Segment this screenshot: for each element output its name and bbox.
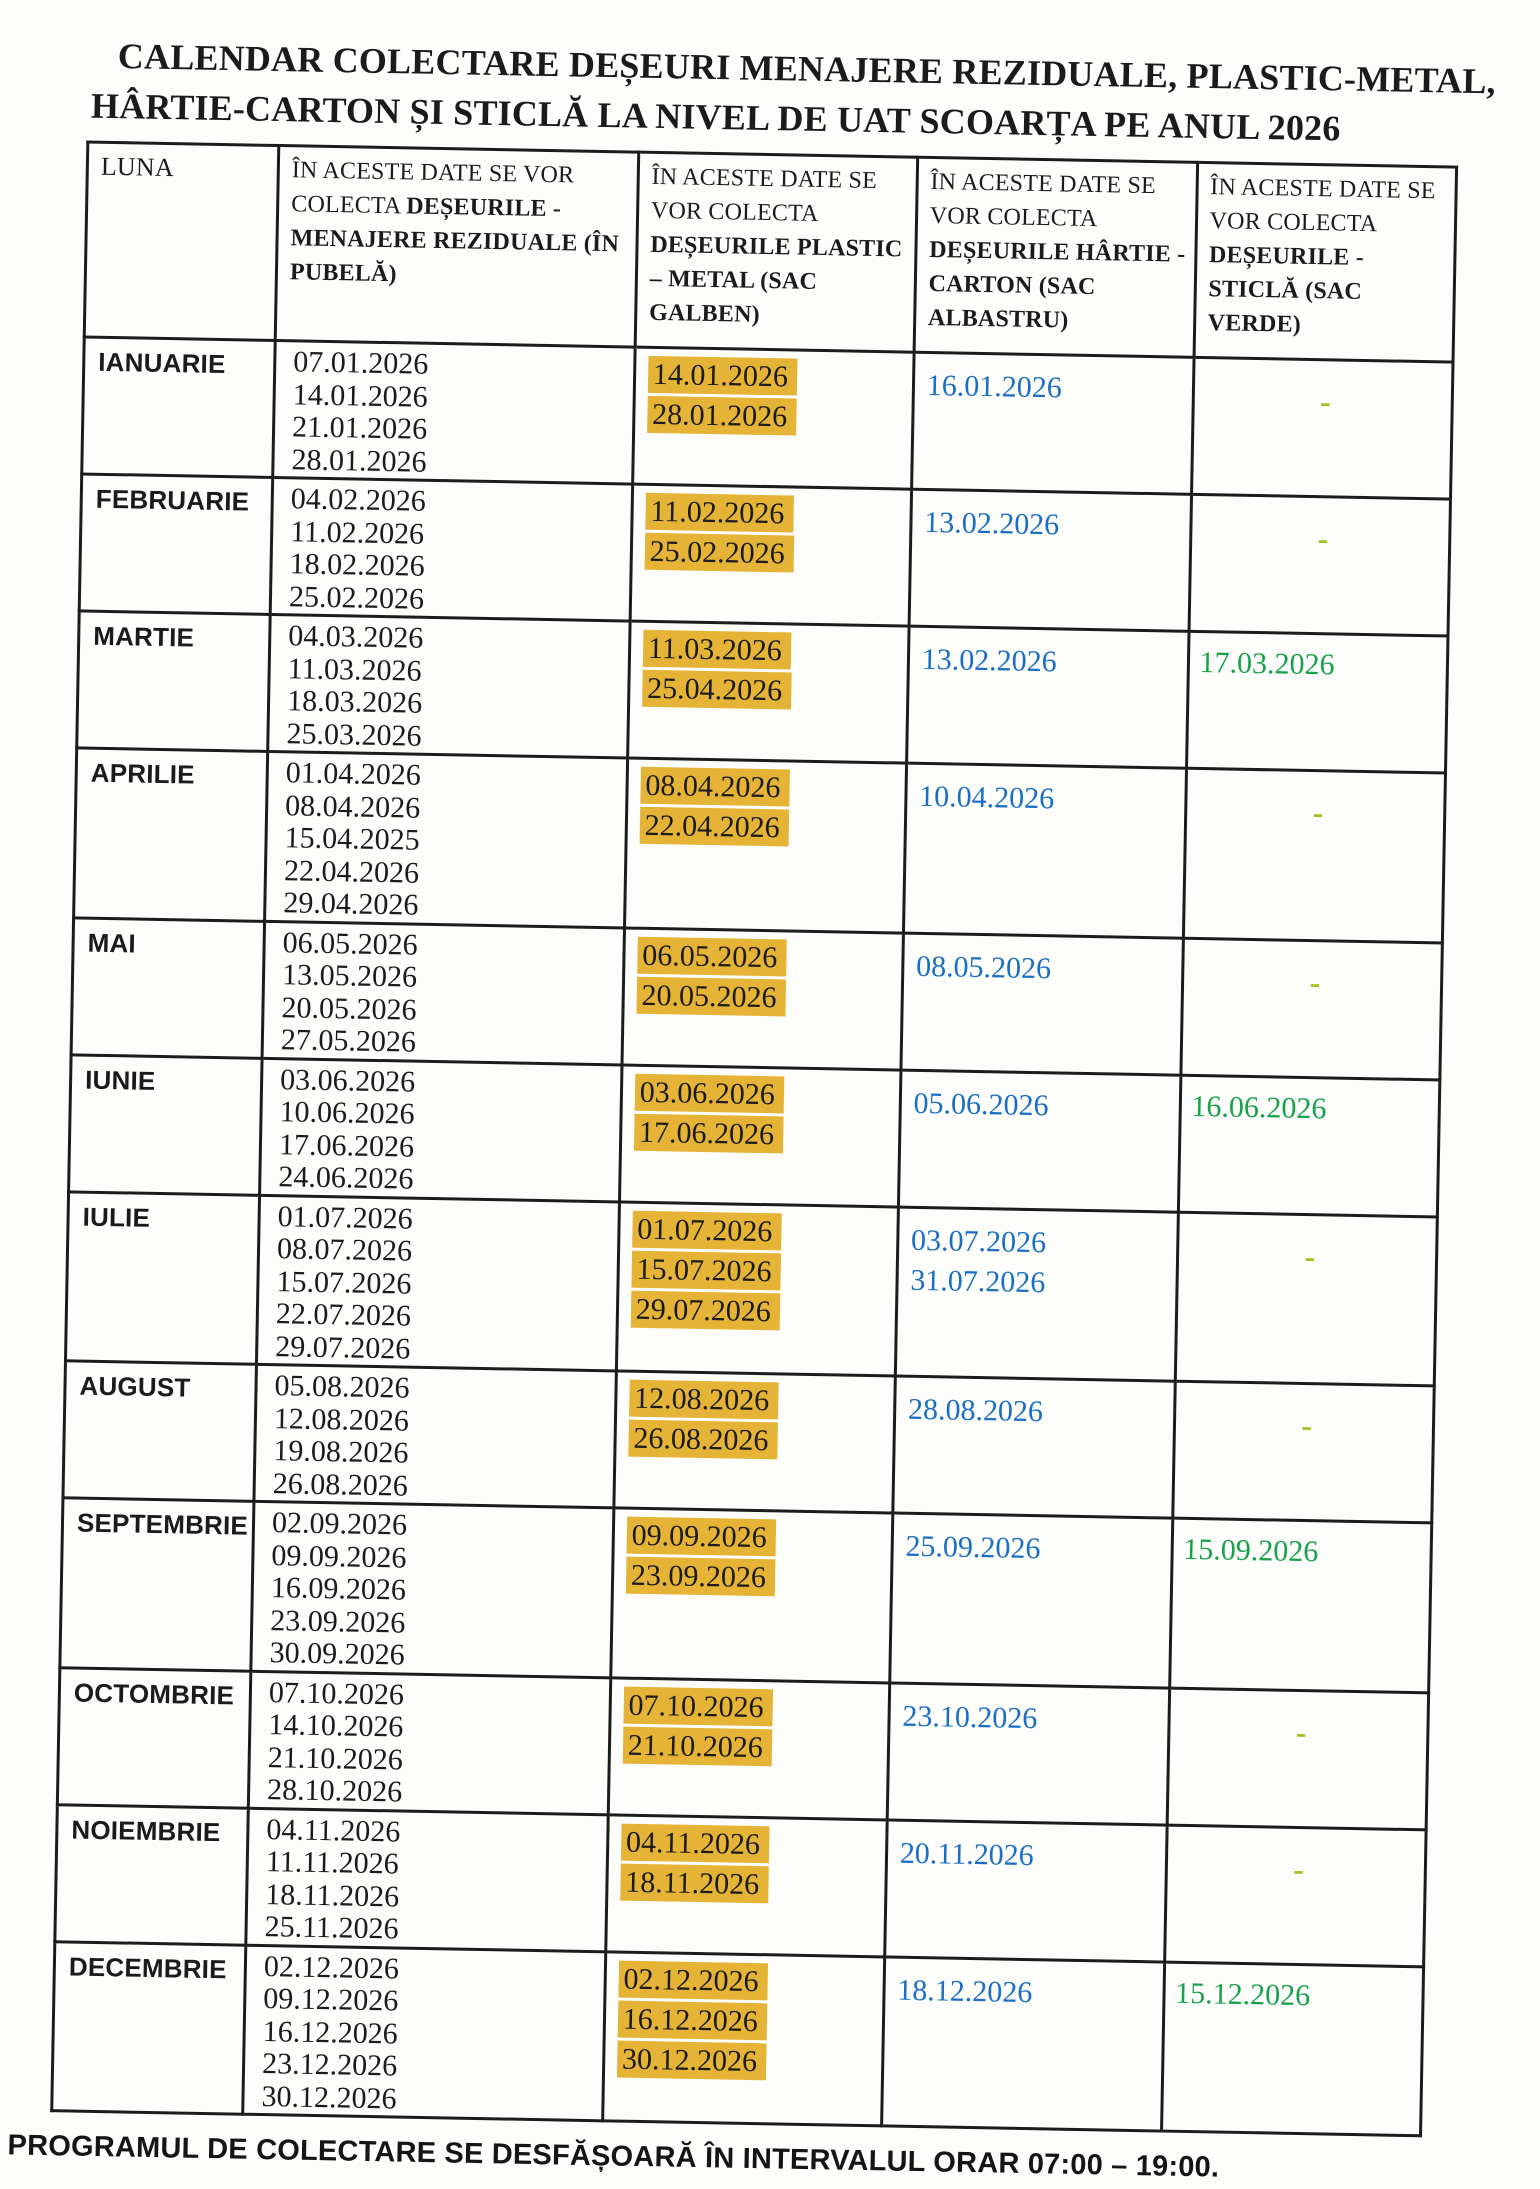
month-name: APRILIE — [74, 748, 268, 921]
scanned-document — [1, 30, 1497, 2189]
highlighted-dates: 02.12.2026 16.12.2026 30.12.2026 — [617, 1960, 768, 2080]
month-row-aprilie — [74, 748, 1446, 943]
no-collection-dash: - — [1304, 1237, 1316, 1274]
month-name: IUNIE — [69, 1054, 263, 1194]
document-title-line1: CALENDAR COLECTARE DEȘEURI MENAJERE REZIDUALE, PLASTIC-METAL, — [117, 36, 1497, 102]
highlighted-dates: 14.01.2026 28.01.2026 — [647, 356, 797, 436]
plastic-metal-dates — [630, 484, 911, 626]
glass-dates — [1183, 768, 1445, 942]
month-name: IANUARIE — [82, 337, 276, 477]
glass-dates — [1189, 494, 1451, 636]
highlighted-dates: 11.03.2026 25.04.2026 — [642, 630, 792, 710]
month-name: NOIEMBRIE — [55, 1804, 249, 1944]
header-residual — [275, 146, 638, 348]
month-name: FEBRUARIE — [79, 474, 273, 614]
highlighted-dates: 11.02.2026 25.02.2026 — [644, 493, 794, 573]
glass-dates — [1167, 1688, 1429, 1830]
residual-dates: 07.10.2026 14.10.2026 21.10.2026 28.10.2026 — [248, 1671, 610, 1815]
no-collection-dash — [1199, 697, 1441, 701]
header-residual-bold: DEȘEURILE - MENAJERE REZIDUALE (ÎN PUBELĂ) — [289, 193, 620, 288]
no-collection-dash: - — [1295, 1713, 1307, 1750]
paper-carton-dates: 16.01.2026 — [911, 352, 1193, 494]
glass-dates — [1175, 1212, 1437, 1386]
plastic-metal-dates — [619, 1064, 900, 1206]
plastic-metal-dates — [608, 1677, 889, 1819]
plastic-metal-dates — [602, 1951, 884, 2126]
no-collection-dash: - — [1309, 963, 1321, 1000]
plastic-metal-dates — [606, 1814, 887, 1956]
plastic-metal-dates — [627, 621, 908, 763]
highlighted-dates: 04.11.2026 18.11.2026 — [620, 1823, 769, 1903]
paper-carton-dates: 28.08.2026 — [893, 1376, 1175, 1518]
month-row-octombrie — [57, 1667, 1428, 1829]
glass-dates — [1164, 1825, 1426, 1967]
residual-dates: 01.07.2026 08.07.2026 15.07.2026 22.07.2026 29.07.2026 — [256, 1195, 619, 1371]
month-name: DECEMBRIE — [52, 1941, 246, 2114]
header-month: LUNA — [84, 142, 279, 340]
no-collection-dash — [1183, 1584, 1425, 1588]
header-plastic-intro: ÎN ACESTE DATE SE VOR COLECTA — [650, 163, 878, 227]
residual-dates: 02.09.2026 09.09.2026 16.09.2026 23.09.2026 30.09.2026 — [251, 1501, 614, 1677]
month-row-iulie — [65, 1191, 1437, 1386]
no-collection-dash: - — [1319, 383, 1332, 420]
plastic-metal-dates — [611, 1508, 893, 1683]
plastic-metal-dates — [614, 1371, 895, 1513]
no-collection-dash: - — [1301, 1406, 1313, 1444]
glass-dates: 15.09.2026 — [1169, 1518, 1431, 1692]
header-glass-intro: ÎN ACESTE DATE SE VOR COLECTA — [1209, 174, 1436, 238]
collection-hours-note: PROGRAMUL DE COLECTARE SE DESFĂȘOARĂ ÎN INTERVALUL ORAR 07:00 – 19:00. — [7, 2129, 1220, 2184]
month-name: SEPTEMBRIE — [60, 1498, 254, 1671]
header-paper-carton — [914, 157, 1197, 357]
header-residual-intro: ÎN ACESTE DATE SE VOR COLECTA — [291, 157, 575, 220]
plastic-metal-dates — [622, 927, 903, 1069]
no-collection-dash: - — [1317, 520, 1329, 557]
no-collection-dash: - — [1293, 1850, 1305, 1887]
month-row-mai — [71, 917, 1442, 1079]
plastic-metal-dates — [624, 758, 906, 933]
header-row — [84, 142, 1456, 362]
header-glass — [1194, 162, 1457, 362]
highlighted-dates: 03.06.2026 17.06.2026 — [634, 1073, 784, 1153]
header-glass-bold: DEȘEURILE - STICLĂ (SAC VERDE) — [1207, 242, 1365, 338]
month-name: IULIE — [65, 1191, 259, 1364]
document-title-line2: HÂRTIE-CARTON ȘI STICLĂ LA NIVEL DE UAT SCOARȚA PE ANUL 2026 — [90, 85, 1341, 149]
residual-dates: 04.03.2026 11.03.2026 18.03.2026 25.03.2026 — [268, 614, 630, 758]
month-row-februarie — [79, 474, 1450, 636]
glass-dates — [1181, 938, 1443, 1080]
residual-dates: 06.05.2026 13.05.2026 20.05.2026 27.05.2026 — [262, 921, 624, 1065]
month-row-ianuarie — [82, 337, 1453, 499]
highlighted-dates: 08.04.2026 22.04.2026 — [639, 767, 789, 847]
paper-carton-dates: 13.02.2026 — [909, 489, 1191, 631]
paper-carton-dates: 23.10.2026 — [887, 1682, 1169, 1824]
glass-dates: 15.12.2026 — [1161, 1962, 1423, 2136]
residual-dates: 04.11.2026 11.11.2026 18.11.2026 25.11.2026 — [246, 1808, 608, 1952]
no-collection-dash — [1191, 1140, 1433, 1144]
month-row-august — [63, 1361, 1434, 1523]
paper-carton-dates: 18.12.2026 — [881, 1956, 1164, 2131]
month-name: MAI — [71, 917, 265, 1057]
paper-carton-dates: 03.07.2026 31.07.2026 — [895, 1207, 1178, 1382]
residual-dates: 05.08.2026 12.08.2026 19.08.2026 26.08.2026 — [254, 1364, 616, 1508]
glass-dates — [1172, 1381, 1434, 1523]
month-row-iunie — [69, 1054, 1440, 1216]
paper-carton-dates: 05.06.2026 — [898, 1070, 1180, 1212]
residual-dates: 01.04.2026 08.04.2026 15.04.2025 22.04.2026 29.04.2026 — [265, 751, 628, 927]
paper-carton-dates: 10.04.2026 — [903, 763, 1186, 938]
month-name: MARTIE — [77, 611, 271, 751]
header-paper-bold: DEȘEURILE HÂRTIE - CARTON (SAC ALBASTRU) — [927, 236, 1186, 334]
glass-dates: 17.03.2026 — [1186, 631, 1448, 773]
residual-dates: 07.01.2026 14.01.2026 21.01.2026 28.01.2026 — [273, 340, 635, 484]
glass-dates — [1191, 357, 1453, 499]
no-collection-dash — [1175, 2027, 1417, 2031]
residual-dates: 02.12.2026 09.12.2026 16.12.2026 23.12.2026 30.12.2026 — [243, 1945, 606, 2121]
glass-dates: 16.06.2026 — [1178, 1075, 1440, 1217]
month-row-martie — [77, 611, 1448, 773]
residual-dates: 03.06.2026 10.06.2026 17.06.2026 24.06.2026 — [260, 1058, 622, 1202]
highlighted-dates: 01.07.2026 15.07.2026 29.07.2026 — [630, 1210, 781, 1330]
document-title — [39, 30, 1497, 156]
paper-carton-dates: 20.11.2026 — [884, 1819, 1166, 1961]
header-paper-intro: ÎN ACESTE DATE SE VOR COLECTA — [929, 168, 1157, 233]
no-collection-dash: - — [1312, 794, 1324, 831]
highlighted-dates: 06.05.2026 20.05.2026 — [636, 936, 786, 1016]
highlighted-dates: 09.09.2026 23.09.2026 — [626, 1517, 776, 1597]
month-name: AUGUST — [63, 1361, 257, 1501]
month-name: OCTOMBRIE — [57, 1667, 251, 1807]
header-plastic-metal — [635, 152, 917, 352]
month-row-septembrie — [60, 1498, 1432, 1693]
highlighted-dates: 12.08.2026 26.08.2026 — [628, 1380, 778, 1460]
highlighted-dates: 07.10.2026 21.10.2026 — [622, 1686, 772, 1766]
header-plastic-bold: DEȘEURILE PLASTIC – METAL (SAC GALBEN) — [648, 231, 903, 328]
collection-calendar-table — [50, 140, 1458, 2137]
plastic-metal-dates — [616, 1201, 898, 1376]
plastic-metal-dates — [632, 347, 913, 489]
month-row-decembrie — [52, 1941, 1424, 2136]
paper-carton-dates: 25.09.2026 — [889, 1513, 1172, 1688]
month-row-noiembrie — [55, 1804, 1426, 1966]
paper-carton-dates: 13.02.2026 — [906, 626, 1188, 768]
residual-dates: 04.02.2026 11.02.2026 18.02.2026 25.02.2026 — [270, 477, 632, 621]
paper-carton-dates: 08.05.2026 — [901, 933, 1183, 1075]
